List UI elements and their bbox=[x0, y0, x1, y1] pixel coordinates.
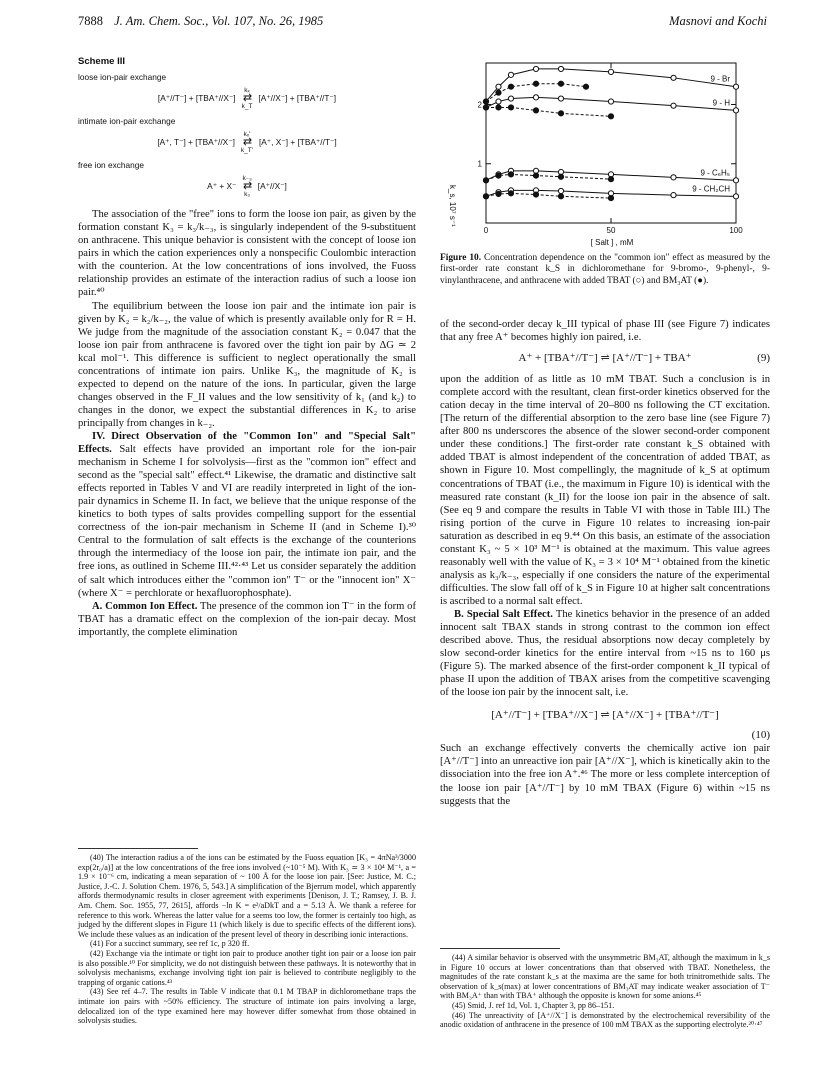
x-tick-label: 100 bbox=[729, 226, 743, 235]
data-point bbox=[608, 196, 613, 201]
data-point bbox=[483, 99, 488, 104]
series-label: 9 - CH₂CH bbox=[692, 184, 730, 194]
data-point bbox=[558, 174, 563, 179]
data-point bbox=[733, 178, 738, 183]
scheme-label-free: free ion exchange bbox=[78, 160, 144, 171]
paragraph: of the second-order decay k_III typical of phase III (see Figure 7) indicates that any free A⁺ becomes highly ion paired, i.e. bbox=[440, 319, 770, 344]
footnote: (45) Smid, J. ref 1d, Vol. 1, Chapter 3, pp 86–151. bbox=[452, 1000, 615, 1010]
page-number: 7888 bbox=[78, 14, 103, 28]
equation-left: [A⁺, T⁻] + [TBA⁺//X⁻] bbox=[157, 136, 235, 147]
x-tick-label: 50 bbox=[606, 226, 616, 235]
paragraph: IV. Direct Observation of the "Common Ion" and "Special Salt" Effects. Salt effects have provided an important role for the ion-pair mechanism in Scheme I for solvolysis—first as the "common ion" effect and second as the "special salt" effect.⁴¹ Likewise, the dramatic and distinctive salt effects reported in Tables V and VI are readily interpreted in light of the ion-pair dynamics in Scheme II. In fact, we believe that the unique response of the kinetics to both types of salts provides compelling support for the essential correctness of the ion-pair mechanism in Scheme II (and in Scheme I).³⁰ Central to the formulation of salt effects is the exchange of the counterions through the intermediacy of the loose ion pair, the intimate ion pair, and the free ions, as outlined in Scheme III.⁴²·⁴³ Let us consider separately the addition of salt which introduces either the "common ion" T⁻ or the "innocent ion" X⁻ (where X⁻ = perchlorate or hexafluorophosphate). bbox=[78, 430, 416, 599]
paragraph: The equilibrium between the loose ion pair and the intimate ion pair is given by K₂ = k₂/k₋₂, the value of which is presently available only for R = H. We judge from the magnitude of the association constant K₂ = 0.047 that the loose ion pair from anthracene is favored over the tight ion pair by ΔG ≃ 2 kcal mol⁻¹. This difference is sufficient to neglect operationally the small concentrations of intimate ion pairs. Unlike K₃, the magnitude of K₂ is expected to depend on the nature of the ions. In particular, given the large changes observed in the F_II values and the low sensitivity of k₁ (and k₂) to changes in the donor, we expect the substantial differences in K₂ to arise principally from changes in k₋₂. bbox=[78, 300, 416, 429]
paragraph: A. Common Ion Effect. The presence of the common ion T⁻ in the form of TBAT has a dramatic effect on the complexion of the ion-pair decay. Most importantly, the complete elimination bbox=[78, 600, 417, 638]
equilibrium-arrow: kₓ' ⇄ k_T' bbox=[240, 130, 253, 154]
scheme-equation-intimate bbox=[78, 128, 416, 156]
footnote: (42) Exchange via the intimate or tight ion pair to produce another tight ion pair or a loose ion pair is also possible.¹⁰ For simplicity, we do not distinguish between these pathways. It is noteworthy that in solvolysis mechanisms, exchange involving tight ion pair is believed to contribute negligibly to the trapping of organic cations.⁴³ bbox=[78, 948, 416, 987]
data-point bbox=[608, 99, 613, 104]
data-point bbox=[558, 188, 563, 193]
data-point bbox=[583, 84, 588, 89]
footnote-rule bbox=[440, 948, 560, 949]
data-point bbox=[496, 99, 501, 104]
right-column bbox=[440, 318, 770, 808]
data-point bbox=[533, 95, 538, 100]
scheme-title: Scheme III bbox=[78, 56, 125, 67]
paragraph: Such an exchange effectively converts the chemically active ion pair [A⁺//T⁻] into an unreactive ion pair [A⁺//X⁻], which is kinetically akin to the dissociation into the free ion A⁺.⁴⁶ The more or less complete interception of the loose ion pair [A⁺//T⁻] by 10 mM TBAX (Figure 6) within ~15 ns suggests that the bbox=[440, 743, 770, 807]
equilibrium-arrow: k₋₃ ⇄ k₃ bbox=[242, 174, 252, 198]
data-point bbox=[733, 108, 738, 113]
running-header-left bbox=[78, 14, 323, 29]
data-point bbox=[671, 103, 676, 108]
data-point bbox=[496, 191, 501, 196]
paragraph: B. Special Salt Effect. The kinetics behavior in the presence of an added innocent salt TBAX stands in strong contrast to the common ion effect described above. Thus, the residual absorptions now decay completely by slow second-order kinetics for the entire interval from ~15 ns to 160 μs (Figure 5). The marked absence of the first-order component k_II typical of phase II upon the addition of TBAX arises from the competitive scavenging of the loose ion pair by the innocent salt, i.e. bbox=[440, 608, 770, 699]
equation-right: [A⁺, X⁻] + [TBA⁺//T⁻] bbox=[258, 136, 337, 147]
data-point bbox=[508, 191, 513, 196]
x-tick-label: 0 bbox=[483, 226, 489, 235]
y-axis-label: k_s, 10⁷ s⁻¹ bbox=[448, 185, 457, 227]
equation-right: [A⁺//X⁻] bbox=[257, 180, 287, 191]
equation-right: [A⁺//X⁻] + [TBA⁺//T⁻] bbox=[258, 92, 337, 103]
data-point bbox=[496, 90, 501, 95]
paragraph: upon the addition of as little as 10 mM TBAT. Such a conclusion is in complete accord with the resultant, clean first-order kinetics observed for the cation decay in the time interval of 20–800 ns following the CT excitation. [The return of the differential absorption to the zero base line (see Figure 7) after 800 ns underscores the absence of the slower second-order component under these conditions.] The first-order rate constant k_S obtained with added TBAT is almost independent of the concentration of added TBAT, as shown in Figure 10. Most compellingly, the magnitude of k_S at optimum concentrations of TBAT (i.e., the maximum in Figure 10) is identical with the measured rate constant (k_II) for the loose ion pair in the absence of salt. (See eq 9 and compare the results in Table VI with those in Table III.) The rising portion of the curve in Figure 10 relates to increasing ion-pair saturation as described in eq 9.⁴⁴ On this basis, an estimate of the association constant K₃ ~ 5 × 10³ M⁻¹ is obtained at the maximum. This value agrees reasonably well with the value of K₃ = 3 × 10⁴ M⁻¹ obtained from the kinetic analysis as k₃/k₋₃, especially if one considers the nature of the experimental difficulties. The slow fall off of k_S in Figure 10 at higher salt concentrations is ascribed to a normal salt effect. bbox=[440, 374, 770, 607]
series-line bbox=[486, 174, 611, 180]
section-heading: IV. Direct Observation of the "Common Ion" and "Special Salt" Effects. bbox=[78, 430, 416, 456]
footnote: (41) For a succinct summary, see ref 1c, p 320 ff. bbox=[90, 939, 250, 949]
left-column bbox=[78, 55, 416, 639]
data-point bbox=[671, 175, 676, 180]
data-point bbox=[733, 194, 738, 199]
section-heading: A. Common Ion Effect. bbox=[92, 600, 198, 612]
series-label: 9 - Br bbox=[710, 74, 730, 84]
equation-left: A⁺ + X⁻ bbox=[207, 180, 237, 191]
data-point bbox=[608, 114, 613, 119]
running-header-authors: Masnovi and Kochi bbox=[669, 14, 767, 28]
data-point bbox=[533, 81, 538, 86]
data-point bbox=[558, 96, 563, 101]
data-point bbox=[558, 66, 563, 71]
figure-caption-label: Figure 10. bbox=[440, 253, 482, 263]
section-heading: B. Special Salt Effect. bbox=[454, 608, 553, 620]
footnote: (40) The interaction radius a of the ions can be estimated by the Fuoss equation [K₃ = 4πNa³/3000 exp(2r₀/a)] at the low concentrations of the free ions involved (~10⁻⁵ M). With K₃ ≃ 3 × 10⁴ M⁻¹, a = 1.9 × 10⁻⁶ cm, indicating a mean separation of ~ 100 Å for the loose ion pair. [See: Justice, M. C.; Justice, J.-C. J. Solution Chem. 1976, 5, 543.] A simplification of the Bjerrum model, which apparently affords thermodynamic results in closer agreement with experiments [Denison, J. T.; Ramsey, J. B. J. Am. Chem. Soc. 1955, 77, 2615], affords −ln K = e²/aDkT and a = 5.13 Å. We thank a referee for reference to this work. Whereas the latter value for a seems too low, the former is certainly too high, as judged by the different slopes in Figure 11 (which likely is due to specific effects of the different ions). We include these values as an indication of the present level of theory in describing ionic interactions. bbox=[78, 853, 416, 939]
data-point bbox=[496, 173, 501, 178]
data-point bbox=[671, 193, 676, 198]
data-point bbox=[558, 194, 563, 199]
data-point bbox=[508, 84, 513, 89]
data-point bbox=[496, 84, 501, 89]
equation-9: A⁺ + [TBA⁺//T⁻] ⇌ [A⁺//T⁻] + TBA⁺ (9) bbox=[518, 352, 770, 365]
data-point bbox=[508, 96, 513, 101]
figure-caption: Figure 10. Concentration dependence on the "common ion" effect as measured by the first-order rate constant k_S in dichloromethane for 9-bromo-, 9-phenyl-, 9-vinylanthracene, and anthracene with added TBAT (○) and BM₃AT (●). bbox=[440, 253, 771, 286]
x-axis-label: [ Salt ] , mM bbox=[590, 238, 634, 247]
figure-10-chart bbox=[440, 55, 770, 251]
data-point bbox=[608, 69, 613, 74]
y-tick-label: 2 bbox=[477, 100, 482, 110]
footnotes-right bbox=[440, 953, 770, 1030]
footnote: (43) See ref 4–7. The results in Table V indicate that 0.1 M TBAP in dichloromethane traps the intimate ion pairs with ~50% efficiency. The structure of intimate ion pairs involving a large, delocalized ion of the type examined here may however differ somewhat from those obtained in solvolysis studies. bbox=[78, 987, 416, 1026]
y-tick-label: 1 bbox=[477, 159, 482, 169]
scheme-label-loose: loose ion-pair exchange bbox=[78, 72, 167, 83]
paragraph: The association of the "free" ions to form the loose ion pair, as given by the formation constant K₃ = k₃/k₋₃, is singularly independent of the 9-substituent on anthracene. This unique behavior is consistent with the concept of loose ion pairs in which the cation experiences only a nonspecific Coulombic interaction with the counterion. At the low concentrations of ions involved, the Fuoss relationship provides an estimate of the interaction radius of such a loose ion pair.⁴⁰ bbox=[78, 209, 416, 299]
equation-left: [A⁺//T⁻] + [TBA⁺//X⁻] bbox=[157, 92, 236, 103]
data-point bbox=[671, 75, 676, 80]
data-point bbox=[508, 172, 513, 177]
equation-10: [A⁺//T⁻] + [TBA⁺//X⁻] ⇌ [A⁺//X⁻] + [TBA⁺//T⁻] (10) bbox=[491, 709, 770, 742]
footnote: (46) The unreactivity of [A⁺//X⁻] is demonstrated by the electrochemical reversibility of the anodic oxidation of anthracene in the presence of 100 mM TBAX as the supporting electrolyte.²⁰·⁴⁷ bbox=[440, 1010, 770, 1030]
scheme-label-intimate: intimate ion-pair exchange bbox=[78, 116, 176, 127]
data-point bbox=[558, 81, 563, 86]
equilibrium-arrow: kₓ ⇄ k_T bbox=[241, 86, 253, 110]
data-point bbox=[533, 108, 538, 113]
series-label: 9 - C₆H₅ bbox=[700, 168, 730, 178]
data-point bbox=[508, 72, 513, 77]
figure-10 bbox=[440, 55, 770, 251]
data-point bbox=[483, 194, 488, 199]
data-point bbox=[483, 105, 488, 110]
data-point bbox=[608, 177, 613, 182]
series-label: 9 - H bbox=[712, 98, 730, 108]
data-point bbox=[533, 173, 538, 178]
footnote: (44) A similar behavior is observed with the unsymmetric BM₃AT, although the maximum in k_s in Figure 10 occurs at lower concentrations than that observed with TBAT. Nonetheless, the magnitudes of the rate constant k_s at the maxima are the same for both trinitromethide salts. The observation of k_s(max) at lower concentrations of BM₃AT may indicate weaker association of T⁻ with BM₃A⁺ than with TBA⁺ although the opposite is known for some anions.⁴⁵ bbox=[440, 953, 770, 1001]
plot-area bbox=[478, 63, 744, 235]
data-point bbox=[533, 66, 538, 71]
footnotes-left bbox=[78, 853, 416, 1026]
scheme-equation-free bbox=[78, 172, 416, 200]
series-line bbox=[486, 193, 611, 198]
data-point bbox=[533, 192, 538, 197]
data-point bbox=[496, 105, 501, 110]
data-point bbox=[483, 178, 488, 183]
data-point bbox=[508, 105, 513, 110]
data-point bbox=[733, 84, 738, 89]
scheme-equation-loose bbox=[78, 84, 416, 112]
data-point bbox=[558, 111, 563, 116]
series-line bbox=[486, 107, 611, 116]
footnote-rule bbox=[78, 848, 198, 849]
journal-citation: J. Am. Chem. Soc., Vol. 107, No. 26, 1985 bbox=[114, 14, 324, 28]
